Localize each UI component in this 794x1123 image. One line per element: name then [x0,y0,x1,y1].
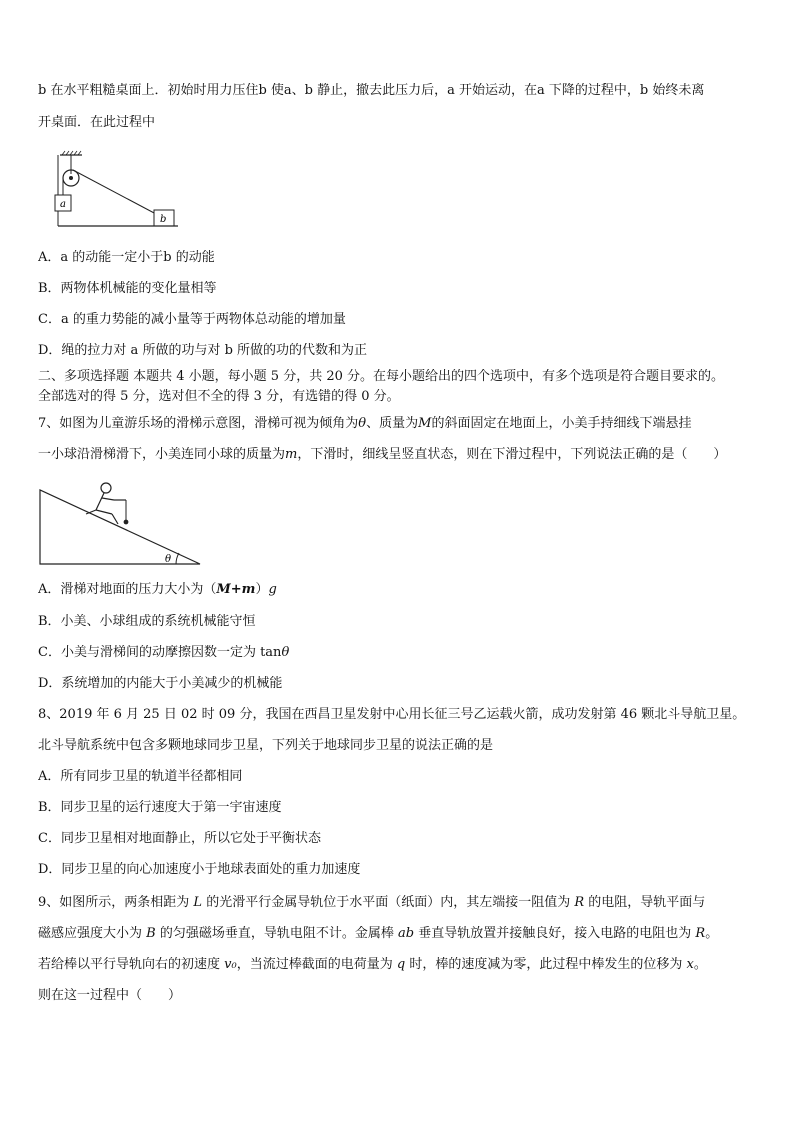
child-figure [86,483,126,524]
q8-option-d: D．同步卫星的向心加速度小于地球表面处的重力加速度 [38,862,361,877]
q8-option-b: B．同步卫星的运行速度大于第一宇宙速度 [38,800,282,815]
slide-incline [40,490,200,564]
block-b-label: b [160,214,167,225]
q8-stem-line-2: 北斗导航系统中包含多颗地球同步卫星，下列关于地球同步卫星的说法正确的是 [38,738,494,753]
q7-slide-figure [38,480,206,570]
q9-stem-line-2: 磁感应强度大小为 B 的匀强磁场垂直，导轨电阻不计。金属棒 ab 垂直导轨放置并接触良好，接入电路的电阻也为 R。 [38,926,719,941]
q9-stem-line-3: 若给棒以平行导轨向右的初速度 v₀，当流过棒截面的电荷量为 q 时，棒的速度减为零，此过程中棒发生的位移为 x。 [38,957,707,972]
q8-stem-line-1: 8、2019 年 6 月 25 日 02 时 09 分，我国在西昌卫星发射中心用长征三号乙运载火箭，成功发射第 46 颗北斗导航卫星。 [38,707,746,722]
q7-stem-line-1: 7、如图为儿童游乐场的滑梯示意图，滑梯可视为倾角为θ、质量为M的斜面固定在地面上，小美手持细线下端悬挂 [38,416,692,431]
q6-option-a: A．a 的动能一定小于b 的动能 [38,250,215,265]
section2-line-2: 全部选对的得 5 分，选对但不全的得 3 分，有选错的得 0 分。 [38,389,400,404]
ball [124,520,129,525]
q7-option-a: A．滑梯对地面的压力大小为（M+m）g [38,582,277,597]
q7-option-b: B．小美、小球组成的系统机械能守恒 [38,614,256,629]
q6-option-b: B．两物体机械能的变化量相等 [38,281,217,296]
q7-option-c: C．小美与滑梯间的动摩擦因数一定为 tanθ [38,645,290,660]
angle-theta-label: θ [165,554,172,565]
q6-stem-line-1: b 在水平粗糙桌面上．初始时用力压住b 使a、b 静止，撤去此压力后，a 开始运动，在a 下降的过程中，b 始终未离 [38,83,705,98]
q7-option-d: D．系统增加的内能大于小美减少的机械能 [38,676,283,691]
q6-stem-line-2: 开桌面．在此过程中 [38,115,156,130]
q6-pulley-figure [52,150,182,232]
section2-line-1: 二、多项选择题 本题共 4 小题，每小题 5 分，共 20 分。在每小题给出的四个选项中，有多个选项是符合题目要求的。 [38,369,725,384]
q6-option-c: C．a 的重力势能的减小量等于两物体总动能的增加量 [38,312,346,327]
q8-option-c: C．同步卫星相对地面静止，所以它处于平衡状态 [38,831,321,846]
q8-option-a: A．所有同步卫星的轨道半径都相同 [38,769,243,784]
block-a-label: a [60,199,66,210]
q6-option-d: D．绳的拉力对 a 所做的功与对 b 所做的功的代数和为正 [38,343,368,358]
q9-stem-line-1: 9、如图所示，两条相距为 L 的光滑平行金属导轨位于水平面（纸面）内，其左端接一阻值为 R 的电阻，导轨平面与 [38,895,706,910]
q7-stem-line-2: 一小球沿滑梯滑下，小美连同小球的质量为m，下滑时，细线呈竖直状态，则在下滑过程中，下列说法正确的是（ ） [38,447,727,462]
q9-stem-line-4: 则在这一过程中（ ） [38,988,182,1003]
